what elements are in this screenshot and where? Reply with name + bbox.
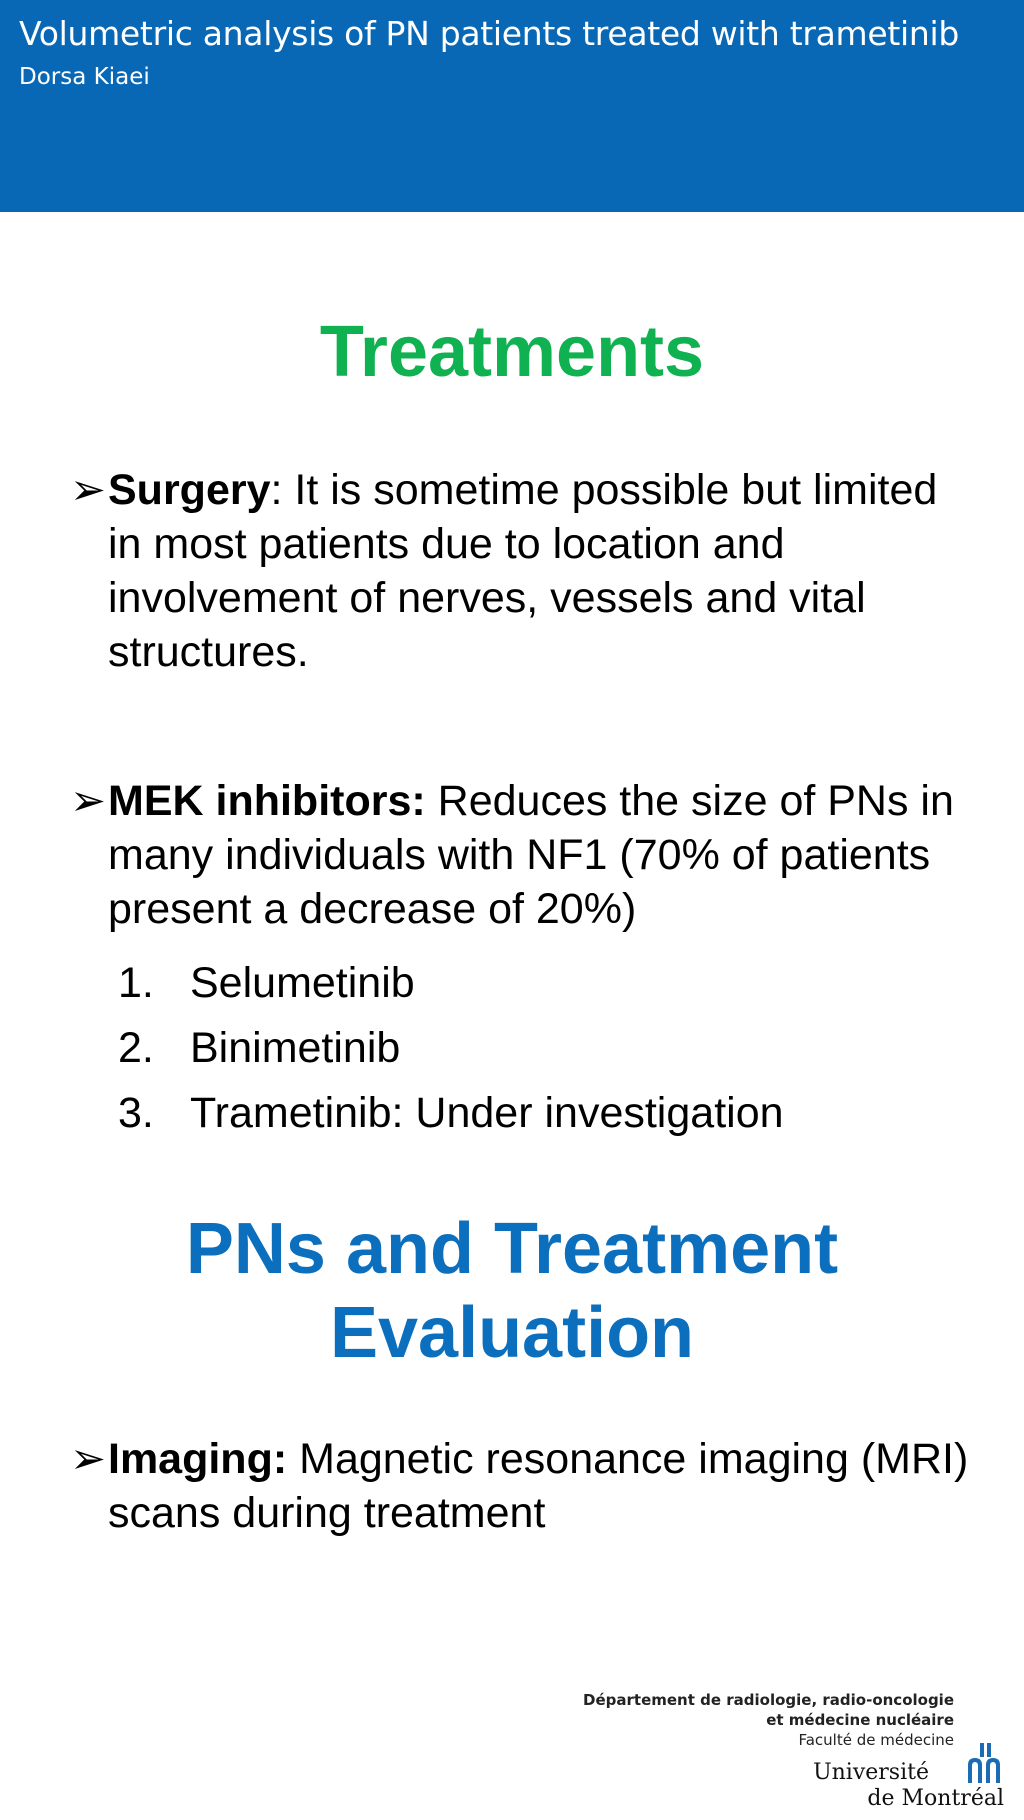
list-number: 3. [118,1089,154,1137]
author-name: Dorsa Kiaei [19,64,150,90]
udem-logo-icon [966,1743,1004,1783]
list-item [118,1021,400,1075]
faculty-name: Faculté de médecine [798,1731,954,1749]
list-number: 1. [118,959,154,1007]
list-item-label: Selumetinib [190,959,415,1007]
bullet-term: Imaging: [108,1435,288,1483]
list-number: 2. [118,1024,154,1072]
list-item-label: Trametinib: Under investigation [190,1089,784,1137]
bullet-term: Surgery [108,466,271,514]
university-name-line1: Université [813,1760,929,1785]
arrow-bullet-icon: ➢ [70,777,107,825]
bullet-imaging [70,1432,970,1540]
department-name-line2: et médecine nucléaire [766,1711,954,1729]
arrow-bullet-icon: ➢ [70,1435,107,1483]
bullet-mek-inhibitors [70,774,970,936]
bullet-surgery [70,463,970,679]
header-banner [0,0,1024,212]
section-title-evaluation [0,1207,1024,1375]
bullet-text: Magnetic resonance imaging (MRI) scans during treatment [108,1435,969,1537]
arrow-bullet-icon: ➢ [70,466,107,514]
bullet-text: : It is sometime possible but limited in most patients due to location and involvement of nerves, vessels and vital structures. [108,466,938,676]
list-item-label: Binimetinib [190,1024,401,1072]
section-title-line: Evaluation [329,1293,695,1373]
section-title-treatments: Treatments [319,312,705,392]
bullet-text: Reduces the size of PNs in many individuals with NF1 (70% of patients present a decrease of 20%) [108,777,954,933]
department-name-line1: Département de radiologie, radio-oncologie [583,1691,954,1709]
bullet-term: MEK inhibitors: [108,777,426,825]
university-name-line2: de Montréal [867,1786,1004,1811]
poster-title: Volumetric analysis of PN patients treated with trametinib [19,14,960,53]
list-item [118,1086,784,1140]
list-item [118,956,415,1010]
section-title-line: PNs and Treatment [185,1209,839,1289]
